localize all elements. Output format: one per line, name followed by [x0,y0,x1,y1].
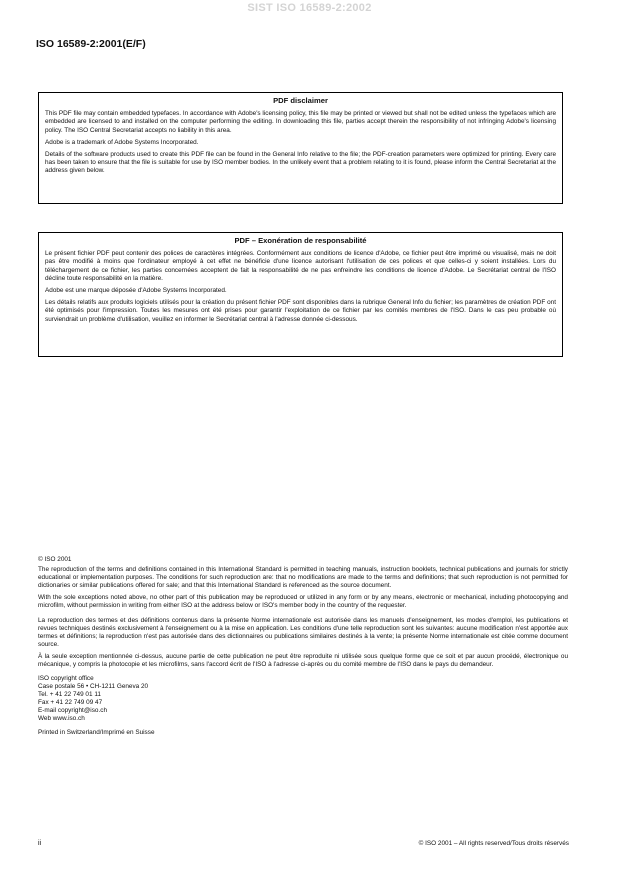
copyright-office-contact [38,675,568,722]
contact-line: Fax + 41 22 749 09 47 [38,698,103,706]
copyright-paragraph-en: The reproduction of the terms and definitions contained in this International Standard is permitted in teaching manuals, instruction booklets, technical publications and journals for strictly educational or implementation purposes. The conditions for such reproduction are: that no modifications are made to the terms and definitions; that such reproduction is not permitted for dictionaries or similar publications offered for sale; and that this International Standard is referenced as the source document. [38,566,568,590]
watermark: SIST ISO 16589-2:2002 [247,2,372,14]
pdf-exoneration-title: PDF – Exonération de responsabilité [234,236,367,245]
pdf-disclaimer-box [38,92,563,204]
footer-rights: © ISO 2001 – All rights reserved/Tous droits réservés [418,840,569,847]
document-id: ISO 16589-2:2001(E/F) [36,38,146,50]
exoneration-paragraph: Les détails relatifs aux produits logiciels utilisés pour la création du présent fichier PDF sont disponibles dans la rubrique General Info du fichier; les paramètres de création PDF ont été optimisés pour l'impression. Toutes les mesures ont été prises pour garantir l'exploitation de ce fichier par les comités membres de l'ISO. Dans le cas peu probable où surviendrait un problème d'utilisation, veuillez en informer le Secrétariat central à l'adresse donnée ci-dessous. [45,299,556,323]
pdf-disclaimer-title: PDF disclaimer [273,96,328,105]
copyright-heading: © ISO 2001 [38,556,72,563]
contact-line: Tel. + 41 22 749 01 11 [38,690,101,698]
contact-line: E-mail copyright@iso.ch [38,706,107,714]
exoneration-paragraph: Le présent fichier PDF peut contenir des polices de caractères intégrées. Conformément aux conditions de licence d'Adobe, ce fichier peut être imprimé ou visualisé, mais ne doit pas être modifié à moins que l'ordinateur employé à cet effet ne bénéficie d'une licence autorisant l'utilisation de ces polices et que celles-ci y soient installées. Lors du téléchargement de ce fichier, les parties concernées acceptent de fait la responsabilité de ne pas enfreindre les conditions de licence d'Adobe. Le Secrétariat central de l'ISO décline toute responsabilité en la matière. [45,250,556,282]
disclaimer-paragraph: This PDF file may contain embedded typefaces. In accordance with Adobe's licensing policy, this file may be printed or viewed but shall not be edited unless the typefaces which are embedded are licensed to and installed on the computer performing the editing. In downloading this file, parties accept therein the responsibility of not infringing Adobe's licensing policy. The ISO Central Secretariat accepts no liability in this area. [45,110,556,134]
disclaimer-paragraph: Adobe is a trademark of Adobe Systems Incorporated. [45,138,199,146]
pdf-exoneration-box [38,232,563,357]
contact-line: Web www.iso.ch [38,714,85,722]
contact-line: ISO copyright office [38,675,94,683]
printed-in: Printed in Switzerland/Imprimé en Suisse [38,728,155,736]
copyright-section [38,556,568,741]
page-number: ii [38,840,42,847]
exoneration-paragraph: Adobe est une marque déposée d'Adobe Systems Incorporated. [45,287,227,295]
copyright-paragraph-fr: La reproduction des termes et des définitions contenus dans la présente Norme internationale est autorisée dans les manuels d'enseignement, les modes d'emploi, les publications et revues techniques destinés exclusivement à l'enseignement ou à la mise en application. Les conditions d'une telle reproduction sont les suivantes: aucune modification n'est apportée aux termes et définitions; la reproduction n'est pas autorisée dans des dictionnaires ou publications similaires destinés à la vente; la présente Norme internationale est citée comme document source. [38,616,568,648]
disclaimer-paragraph: Details of the software products used to create this PDF file can be found in the General Info relative to the file; the PDF-creation parameters were optimized for printing. Every care has been taken to ensure that the file is suitable for use by ISO member bodies. In the unlikely event that a problem relating to it is found, please inform the Central Secretariat at the address given below. [45,151,556,175]
copyright-paragraph-fr: À la seule exception mentionnée ci-dessus, aucune partie de cette publication ne peut être reproduite ni utilisée sous quelque forme que ce soit et par aucun procédé, électronique ou mécanique, y compris la photocopie et les microfilms, sans l'accord écrit de l'ISO à l'adresse ci-après ou du comité membre de l'ISO dans le pays du demandeur. [38,652,568,669]
copyright-paragraph-en: With the sole exceptions noted above, no other part of this publication may be reproduced or utilized in any form or by any means, electronic or mechanical, including photocopying and microfilm, without permission in writing from either ISO at the address below or ISO's member body in the country of the requester. [38,594,568,610]
contact-line: Case postale 56 • CH-1211 Geneva 20 [38,683,149,691]
